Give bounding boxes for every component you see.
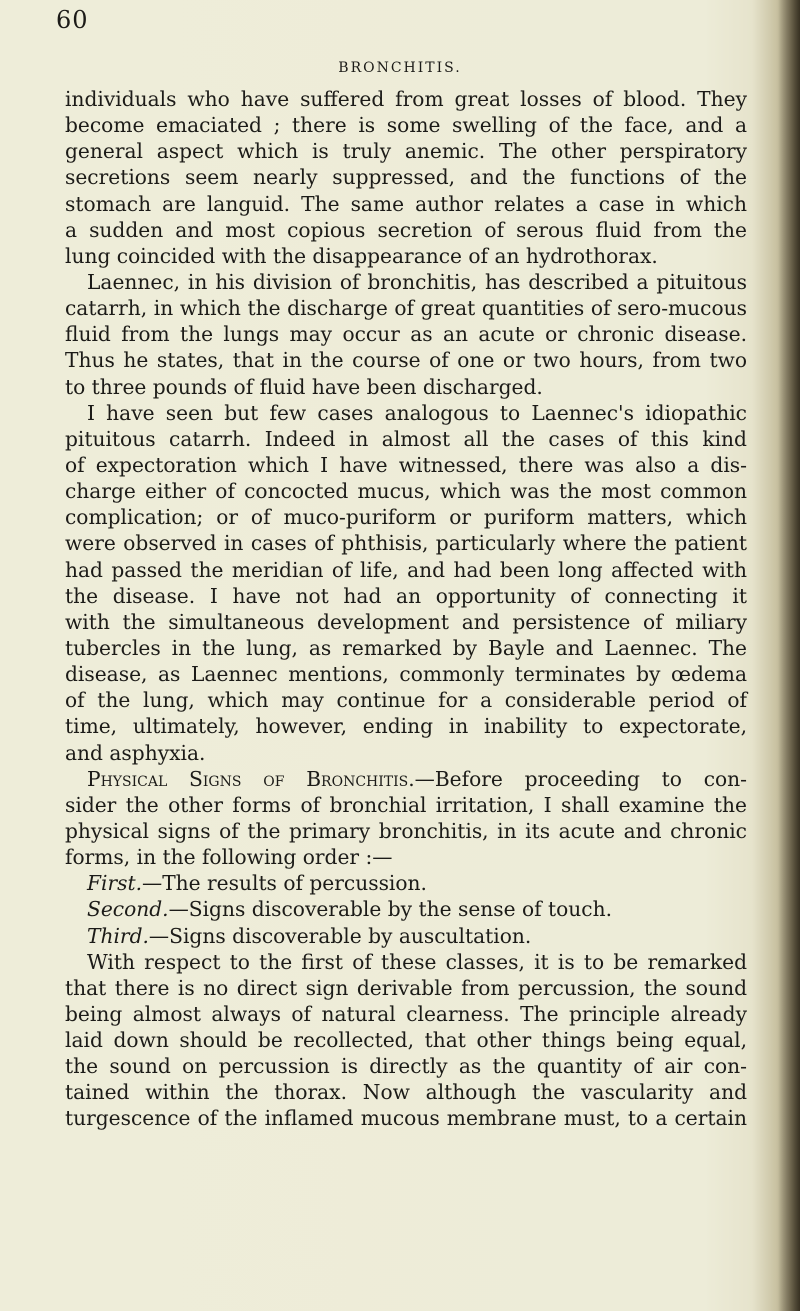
text-line: turgescence of the inflamed mucous membrane must, to a certain (65, 1106, 747, 1131)
text-line: had passed the meridian of life, and had been long affected with (65, 557, 747, 582)
text-line: were observed in cases of phthisis, particularly where the patient (65, 531, 747, 556)
text-line: tubercles in the lung, as remarked by Bayle and Laennec. The (65, 635, 747, 660)
text-line: disease, as Laennec mentions, commonly terminates by œdema (65, 662, 747, 687)
text-line: being almost always of natural clearness. The principle already (65, 1001, 747, 1026)
text-line: the disease. I have not had an opportunity of connecting it (65, 583, 747, 608)
section-heading: Physical Signs of Bronchitis. (87, 766, 415, 791)
text-line: forms, in the following order :— (65, 845, 393, 870)
text-line: time, ultimately, however, ending in inability to expectorate, (65, 714, 747, 739)
text-line: to three pounds of fluid have been discharged. (65, 374, 543, 399)
body-text (65, 86, 747, 1132)
text-line: become emaciated ; there is some swelling of the face, and a (65, 113, 747, 138)
text-line: pituitous catarrh. Indeed in almost all the cases of this kind (65, 426, 747, 451)
text-line: sider the other forms of bronchial irritation, I shall examine the (65, 792, 747, 817)
list-label: Second. (87, 897, 169, 922)
text-line: a sudden and most copious secretion of serous fluid from the (65, 217, 747, 242)
text-line: charge either of concocted mucus, which was the most common (65, 479, 747, 504)
text-line: complication; or of muco-puriform or puriform matters, which (65, 505, 747, 530)
text-line: that there is no direct sign derivable from percussion, the sound (65, 975, 747, 1000)
page-number: 60 (56, 6, 89, 34)
text-line: catarrh, in which the discharge of great quantities of sero-mucous (65, 296, 747, 321)
list-item (65, 923, 747, 949)
list-item (65, 870, 747, 896)
running-title: BRONCHITIS. (338, 60, 462, 76)
text-line: —Signs discoverable by the sense of touch. (168, 897, 613, 922)
text-line: lung coincided with the disappearance of an hydrothorax. (65, 243, 658, 268)
list-item (65, 896, 747, 922)
text-line: tained within the thorax. Now although the vascularity and (65, 1080, 747, 1105)
text-line: With respect to the first of these classes, it is to be remarked (87, 949, 747, 974)
section-heading-line (65, 766, 747, 792)
text-line: fluid from the lungs may occur as an acute or chronic disease. (65, 322, 747, 347)
text-line: physical signs of the primary bronchitis, in its acute and chronic (65, 818, 747, 843)
text-line: of expectoration which I have witnessed, there was also a dis- (65, 452, 747, 477)
text-line: —The results of percussion. (142, 871, 427, 896)
list-label: Third. (87, 923, 149, 948)
list-label: First. (87, 871, 143, 896)
text-line: laid down should be recollected, that other things being equal, (65, 1028, 747, 1053)
text-line: I have seen but few cases analogous to Laennec's idiopathic (87, 400, 747, 425)
text-line: of the lung, which may continue for a considerable period of (65, 688, 747, 713)
text-line: —Signs discoverable by auscultation. (148, 923, 532, 948)
page-edge-shadow (778, 0, 800, 1311)
text-line: Laennec, in his division of bronchitis, has described a pituitous (87, 269, 747, 294)
text-line: the sound on percussion is directly as the quantity of air con- (65, 1054, 747, 1079)
text-line: Thus he states, that in the course of one or two hours, from two (65, 348, 747, 373)
text-line: stomach are languid. The same author relates a case in which (65, 191, 747, 216)
text-line: general aspect which is truly anemic. The other perspiratory (65, 139, 747, 164)
text-line: secretions seem nearly suppressed, and the functions of the (65, 165, 747, 190)
text-line: with the simultaneous development and persistence of miliary (65, 609, 747, 634)
text-line: —Before proceeding to con- (414, 766, 747, 791)
text-line: and asphyxia. (65, 740, 206, 765)
text-line: individuals who have suffered from great losses of blood. They (65, 87, 747, 111)
